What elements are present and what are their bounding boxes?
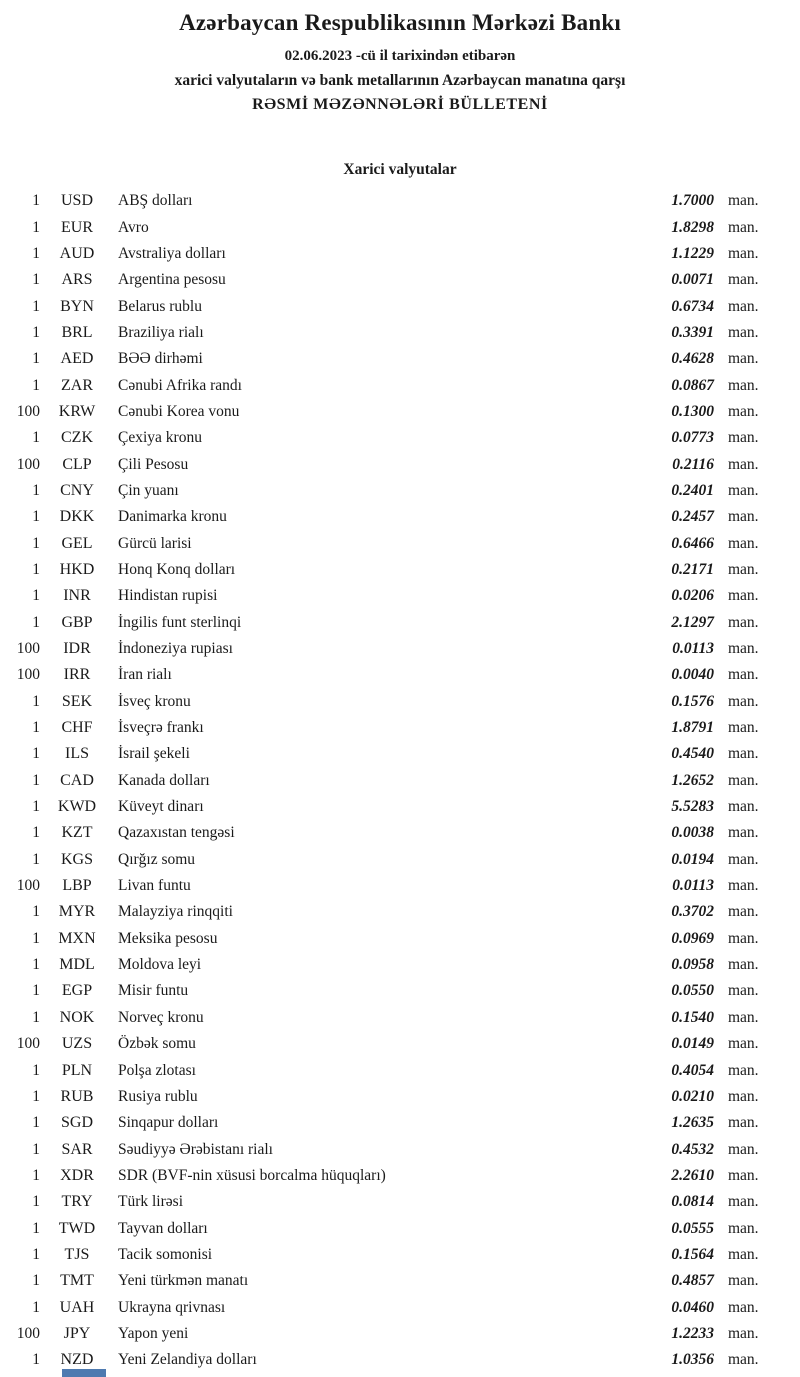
rate-value: 1.2635 bbox=[671, 1114, 714, 1132]
rate-value: 5.5283 bbox=[671, 798, 714, 816]
rate-value: 0.3702 bbox=[671, 903, 714, 921]
rate-row bbox=[8, 530, 772, 556]
rate-unit: man. bbox=[728, 323, 759, 341]
currency-name: Rusiya rublu bbox=[118, 1087, 198, 1105]
currency-code: ZAR bbox=[61, 376, 93, 394]
quantity: 1 bbox=[32, 218, 40, 236]
quantity: 100 bbox=[16, 1324, 40, 1342]
rate-row bbox=[8, 267, 772, 293]
quantity: 1 bbox=[32, 692, 40, 710]
rate-value: 0.6466 bbox=[671, 534, 714, 552]
currency-code: JPY bbox=[63, 1324, 91, 1342]
rate-row bbox=[8, 847, 772, 873]
rate-unit: man. bbox=[728, 402, 759, 420]
currency-code: GBP bbox=[61, 613, 93, 631]
rate-row bbox=[8, 636, 772, 662]
rate-row bbox=[8, 451, 772, 477]
currency-name: İndoneziya rupiası bbox=[118, 640, 233, 658]
rate-value: 0.0210 bbox=[671, 1087, 714, 1105]
currency-code: MYR bbox=[58, 903, 96, 921]
rate-unit: man. bbox=[728, 982, 759, 1000]
quantity: 1 bbox=[32, 297, 40, 315]
rate-unit: man. bbox=[728, 1035, 759, 1053]
rate-unit: man. bbox=[728, 455, 759, 473]
currency-name: Honq Konq dolları bbox=[118, 560, 236, 578]
rate-row bbox=[8, 873, 772, 899]
currency-code: BRL bbox=[61, 323, 93, 341]
quantity: 1 bbox=[32, 1298, 40, 1316]
rate-value: 0.1576 bbox=[671, 692, 714, 710]
rates-table bbox=[8, 188, 772, 1373]
quantity: 100 bbox=[16, 877, 40, 895]
rate-row bbox=[8, 689, 772, 715]
currency-name: Danimarka kronu bbox=[118, 508, 227, 526]
rate-unit: man. bbox=[728, 824, 759, 842]
rate-unit: man. bbox=[728, 1298, 759, 1316]
rate-row bbox=[8, 1347, 772, 1373]
currency-name: Avro bbox=[118, 218, 149, 236]
rate-unit: man. bbox=[728, 1087, 759, 1105]
currency-name: İsrail şekeli bbox=[118, 745, 190, 763]
rate-row bbox=[8, 1294, 772, 1320]
rate-row bbox=[8, 1110, 772, 1136]
rate-unit: man. bbox=[728, 1351, 759, 1369]
rate-value: 1.7000 bbox=[671, 192, 714, 210]
rate-row bbox=[8, 768, 772, 794]
rate-unit: man. bbox=[728, 692, 759, 710]
rate-value: 0.2401 bbox=[671, 481, 714, 499]
rate-row bbox=[8, 293, 772, 319]
quantity: 1 bbox=[32, 956, 40, 974]
currency-name: Sinqapur dolları bbox=[118, 1114, 219, 1132]
currency-name: Braziliya rialı bbox=[118, 323, 204, 341]
rate-unit: man. bbox=[728, 1114, 759, 1132]
currency-name: Norveç kronu bbox=[118, 1008, 204, 1026]
currency-name: Yeni Zelandiya dolları bbox=[118, 1351, 257, 1369]
currency-name: Malayziya rinqqiti bbox=[118, 903, 233, 921]
rate-value: 0.1540 bbox=[671, 1008, 714, 1026]
currency-name: Hindistan rupisi bbox=[118, 587, 218, 605]
rate-row bbox=[8, 399, 772, 425]
currency-code: INR bbox=[63, 587, 91, 605]
currency-name: Ukrayna qrivnası bbox=[118, 1298, 226, 1316]
rate-row bbox=[8, 978, 772, 1004]
currency-code: TWD bbox=[58, 1219, 96, 1237]
currency-code: TMT bbox=[60, 1272, 94, 1290]
cutoff-bottom-bar bbox=[62, 1369, 106, 1377]
rate-value: 0.0814 bbox=[671, 1193, 714, 1211]
currency-code: TRY bbox=[61, 1193, 93, 1211]
currency-name: İsveç kronu bbox=[118, 692, 191, 710]
rate-value: 0.4857 bbox=[671, 1272, 714, 1290]
rate-unit: man. bbox=[728, 1193, 759, 1211]
rate-row bbox=[8, 1215, 772, 1241]
currency-code: KRW bbox=[58, 402, 96, 420]
currency-code: USD bbox=[60, 192, 93, 210]
quantity: 1 bbox=[32, 560, 40, 578]
quantity: 100 bbox=[16, 640, 40, 658]
rate-row bbox=[8, 794, 772, 820]
rate-value: 0.0206 bbox=[671, 587, 714, 605]
quantity: 1 bbox=[32, 429, 40, 447]
currency-name: Yeni türkmən manatı bbox=[118, 1272, 249, 1290]
rate-value: 0.0149 bbox=[671, 1035, 714, 1053]
currency-code: EUR bbox=[61, 218, 93, 236]
section-title-foreign-currencies: Xarici valyutalar bbox=[343, 161, 457, 178]
currency-name: Argentina pesosu bbox=[118, 271, 226, 289]
rate-unit: man. bbox=[728, 719, 759, 737]
rate-row bbox=[8, 1136, 772, 1162]
rate-value: 0.0555 bbox=[671, 1219, 714, 1237]
currency-name: Tayvan dolları bbox=[118, 1219, 208, 1237]
quantity: 1 bbox=[32, 1061, 40, 1079]
rate-row bbox=[8, 1057, 772, 1083]
rate-value: 1.8298 bbox=[671, 218, 714, 236]
rate-unit: man. bbox=[728, 1140, 759, 1158]
rate-unit: man. bbox=[728, 798, 759, 816]
rate-unit: man. bbox=[728, 587, 759, 605]
currency-code: KWD bbox=[57, 798, 97, 816]
currency-name: Cənubi Afrika randı bbox=[118, 376, 242, 394]
rate-value: 0.0038 bbox=[671, 824, 714, 842]
quantity: 1 bbox=[32, 1351, 40, 1369]
currency-code: CNY bbox=[60, 481, 94, 499]
quantity: 1 bbox=[32, 1272, 40, 1290]
quantity: 1 bbox=[32, 1245, 40, 1263]
rate-value: 0.0113 bbox=[672, 877, 714, 895]
rate-unit: man. bbox=[728, 1324, 759, 1342]
quantity: 100 bbox=[16, 1035, 40, 1053]
rate-value: 0.0867 bbox=[671, 376, 714, 394]
rate-row bbox=[8, 952, 772, 978]
rate-value: 0.4540 bbox=[671, 745, 714, 763]
currency-code: EGP bbox=[61, 982, 93, 1000]
currency-code: CAD bbox=[60, 771, 94, 789]
rate-unit: man. bbox=[728, 850, 759, 868]
rate-row bbox=[8, 1268, 772, 1294]
rate-row bbox=[8, 1163, 772, 1189]
quantity: 1 bbox=[32, 929, 40, 947]
rate-unit: man. bbox=[728, 1061, 759, 1079]
rate-value: 0.3391 bbox=[671, 323, 714, 341]
currency-code: DKK bbox=[59, 508, 95, 526]
rate-unit: man. bbox=[728, 508, 759, 526]
currency-name: İran rialı bbox=[118, 666, 172, 684]
currency-code: NOK bbox=[59, 1008, 95, 1026]
currency-name: Qazaxıstan tengəsi bbox=[118, 824, 235, 842]
rate-unit: man. bbox=[728, 666, 759, 684]
rate-value: 0.2171 bbox=[671, 560, 714, 578]
currency-name: Gürcü larisi bbox=[118, 534, 192, 552]
currency-name: Misir funtu bbox=[118, 982, 189, 1000]
rate-value: 0.4532 bbox=[671, 1140, 714, 1158]
quantity: 1 bbox=[32, 613, 40, 631]
rate-value: 0.0969 bbox=[671, 929, 714, 947]
rate-row bbox=[8, 662, 772, 688]
currency-name: Çexiya kronu bbox=[118, 429, 202, 447]
rate-row bbox=[8, 610, 772, 636]
quantity: 1 bbox=[32, 323, 40, 341]
currency-name: Çili Pesosu bbox=[118, 455, 189, 473]
currency-code: UAH bbox=[59, 1298, 95, 1316]
rate-value: 0.0113 bbox=[672, 640, 714, 658]
rate-unit: man. bbox=[728, 929, 759, 947]
currency-code: RUB bbox=[60, 1087, 94, 1105]
rate-unit: man. bbox=[728, 1272, 759, 1290]
currency-code: MXN bbox=[58, 929, 96, 947]
rate-row bbox=[8, 241, 772, 267]
currency-code: BYN bbox=[60, 297, 94, 315]
rate-unit: man. bbox=[728, 244, 759, 262]
rate-row bbox=[8, 478, 772, 504]
rate-unit: man. bbox=[728, 1008, 759, 1026]
currency-code: IDR bbox=[63, 640, 91, 658]
rate-unit: man. bbox=[728, 429, 759, 447]
rate-unit: man. bbox=[728, 771, 759, 789]
currency-code: HKD bbox=[59, 560, 95, 578]
currency-code: ARS bbox=[61, 271, 93, 289]
rate-row bbox=[8, 1242, 772, 1268]
rate-unit: man. bbox=[728, 745, 759, 763]
rate-unit: man. bbox=[728, 376, 759, 394]
rate-unit: man. bbox=[728, 1166, 759, 1184]
quantity: 1 bbox=[32, 719, 40, 737]
rate-value: 0.0773 bbox=[671, 429, 714, 447]
currency-code: AED bbox=[60, 350, 94, 368]
rate-value: 1.0356 bbox=[671, 1351, 714, 1369]
rate-row bbox=[8, 320, 772, 346]
currency-code: SGD bbox=[60, 1114, 93, 1132]
rate-row bbox=[8, 1189, 772, 1215]
rate-value: 0.0460 bbox=[671, 1298, 714, 1316]
currency-name: BƏƏ dirhəmi bbox=[118, 350, 203, 368]
quantity: 1 bbox=[32, 271, 40, 289]
rate-value: 0.6734 bbox=[671, 297, 714, 315]
currency-code: MDL bbox=[59, 956, 95, 974]
rate-unit: man. bbox=[728, 877, 759, 895]
rate-unit: man. bbox=[728, 560, 759, 578]
quantity: 1 bbox=[32, 587, 40, 605]
rate-value: 2.1297 bbox=[671, 613, 714, 631]
currency-name: Belarus rublu bbox=[118, 297, 202, 315]
rate-unit: man. bbox=[728, 297, 759, 315]
currency-name: Yapon yeni bbox=[118, 1324, 189, 1342]
quantity: 1 bbox=[32, 350, 40, 368]
currency-name: Tacik somonisi bbox=[118, 1245, 213, 1263]
rate-unit: man. bbox=[728, 613, 759, 631]
page-title: Azərbaycan Respublikasının Mərkəzi Bankı bbox=[179, 10, 621, 35]
rate-value: 1.2233 bbox=[671, 1324, 714, 1342]
currency-code: IRR bbox=[63, 666, 91, 684]
rate-value: 0.4628 bbox=[671, 350, 714, 368]
rate-unit: man. bbox=[728, 218, 759, 236]
quantity: 100 bbox=[16, 666, 40, 684]
quantity: 100 bbox=[16, 455, 40, 473]
currency-name: Livan funtu bbox=[118, 877, 191, 895]
rate-unit: man. bbox=[728, 640, 759, 658]
effective-date-line: 02.06.2023 -cü il tarixindən etibarən bbox=[284, 48, 516, 64]
document-header bbox=[0, 0, 800, 114]
currency-code: AUD bbox=[59, 244, 95, 262]
quantity: 1 bbox=[32, 1140, 40, 1158]
currency-code: SAR bbox=[61, 1140, 93, 1158]
rate-value: 1.1229 bbox=[671, 244, 714, 262]
rate-unit: man. bbox=[728, 271, 759, 289]
rate-unit: man. bbox=[728, 1245, 759, 1263]
quantity: 1 bbox=[32, 982, 40, 1000]
rate-row bbox=[8, 899, 772, 925]
quantity: 1 bbox=[32, 903, 40, 921]
quantity: 1 bbox=[32, 376, 40, 394]
rate-value: 1.8791 bbox=[671, 719, 714, 737]
rate-row bbox=[8, 926, 772, 952]
quantity: 1 bbox=[32, 244, 40, 262]
bulletin-title: RƏSMİ MƏZƏNNƏLƏRİ BÜLLETENİ bbox=[252, 96, 548, 113]
rate-row bbox=[8, 1031, 772, 1057]
quantity: 1 bbox=[32, 1219, 40, 1237]
quantity: 1 bbox=[32, 824, 40, 842]
rate-row bbox=[8, 504, 772, 530]
currency-name: Özbək somu bbox=[118, 1035, 196, 1053]
currency-name: İngilis funt sterlinqi bbox=[118, 613, 242, 631]
currency-name: SDR (BVF-nin xüsusi borcalma hüquqları) bbox=[118, 1166, 386, 1184]
rate-value: 0.2116 bbox=[672, 455, 714, 473]
rate-row bbox=[8, 715, 772, 741]
rate-row bbox=[8, 425, 772, 451]
quantity: 1 bbox=[32, 1193, 40, 1211]
quantity: 1 bbox=[32, 1114, 40, 1132]
currency-code: CZK bbox=[61, 429, 93, 447]
rate-row bbox=[8, 346, 772, 372]
currency-name: Cənubi Korea vonu bbox=[118, 402, 240, 420]
rate-value: 0.0194 bbox=[671, 850, 714, 868]
currency-name: Kanada dolları bbox=[118, 771, 210, 789]
currency-code: ILS bbox=[65, 745, 89, 763]
quantity: 1 bbox=[32, 192, 40, 210]
currency-code: SEK bbox=[61, 692, 93, 710]
quantity: 1 bbox=[32, 850, 40, 868]
currency-code: UZS bbox=[61, 1035, 93, 1053]
quantity: 1 bbox=[32, 508, 40, 526]
currency-name: Çin yuanı bbox=[118, 481, 179, 499]
currency-name: Polşa zlotası bbox=[118, 1061, 196, 1079]
rate-row bbox=[8, 214, 772, 240]
currency-name: Meksika pesosu bbox=[118, 929, 218, 947]
currency-code: XDR bbox=[60, 1166, 94, 1184]
currency-code: KGS bbox=[60, 850, 93, 868]
rate-value: 1.2652 bbox=[671, 771, 714, 789]
rate-value: 0.1300 bbox=[671, 402, 714, 420]
rate-row bbox=[8, 741, 772, 767]
currency-code: CLP bbox=[62, 455, 92, 473]
quantity: 1 bbox=[32, 798, 40, 816]
rate-row bbox=[8, 1005, 772, 1031]
rate-value: 0.0040 bbox=[671, 666, 714, 684]
currency-name: Türk lirəsi bbox=[118, 1193, 183, 1211]
rate-row bbox=[8, 557, 772, 583]
rate-row bbox=[8, 583, 772, 609]
rate-row bbox=[8, 1084, 772, 1110]
rate-row bbox=[8, 1321, 772, 1347]
rate-value: 2.2610 bbox=[671, 1166, 714, 1184]
rate-value: 0.2457 bbox=[671, 508, 714, 526]
currency-code: GEL bbox=[61, 534, 93, 552]
rate-value: 0.0550 bbox=[671, 982, 714, 1000]
rate-unit: man. bbox=[728, 481, 759, 499]
rate-row bbox=[8, 188, 772, 214]
rate-row bbox=[8, 372, 772, 398]
currency-name: Küveyt dinarı bbox=[118, 798, 204, 816]
currency-code: LBP bbox=[62, 877, 92, 895]
quantity: 1 bbox=[32, 771, 40, 789]
rate-unit: man. bbox=[728, 903, 759, 921]
rate-unit: man. bbox=[728, 192, 759, 210]
quantity: 1 bbox=[32, 534, 40, 552]
currency-code: CHF bbox=[61, 719, 93, 737]
currency-name: Moldova leyi bbox=[118, 956, 202, 974]
rate-value: 0.0071 bbox=[671, 271, 714, 289]
quantity: 1 bbox=[32, 1008, 40, 1026]
rate-unit: man. bbox=[728, 1219, 759, 1237]
quantity: 1 bbox=[32, 481, 40, 499]
rate-unit: man. bbox=[728, 350, 759, 368]
rate-value: 0.4054 bbox=[671, 1061, 714, 1079]
scope-line: xarici valyutaların və bank metallarının Azərbaycan manatına qarşı bbox=[174, 72, 626, 89]
currency-name: Qırğız somu bbox=[118, 850, 196, 868]
currency-name: İsveçrə frankı bbox=[118, 719, 204, 737]
quantity: 100 bbox=[16, 402, 40, 420]
currency-code: NZD bbox=[60, 1351, 94, 1369]
currency-name: Səudiyyə Ərəbistanı rialı bbox=[118, 1140, 273, 1158]
currency-name: ABŞ dolları bbox=[118, 192, 193, 210]
quantity: 1 bbox=[32, 745, 40, 763]
rate-value: 0.0958 bbox=[671, 956, 714, 974]
quantity: 1 bbox=[32, 1166, 40, 1184]
quantity: 1 bbox=[32, 1087, 40, 1105]
currency-name: Avstraliya dolları bbox=[118, 244, 226, 262]
currency-code: KZT bbox=[61, 824, 93, 842]
rate-row bbox=[8, 820, 772, 846]
rates-table-body bbox=[8, 188, 772, 1373]
rate-value: 0.1564 bbox=[671, 1245, 714, 1263]
rate-unit: man. bbox=[728, 534, 759, 552]
rate-unit: man. bbox=[728, 956, 759, 974]
currency-code: PLN bbox=[61, 1061, 93, 1079]
currency-code: TJS bbox=[64, 1245, 90, 1263]
